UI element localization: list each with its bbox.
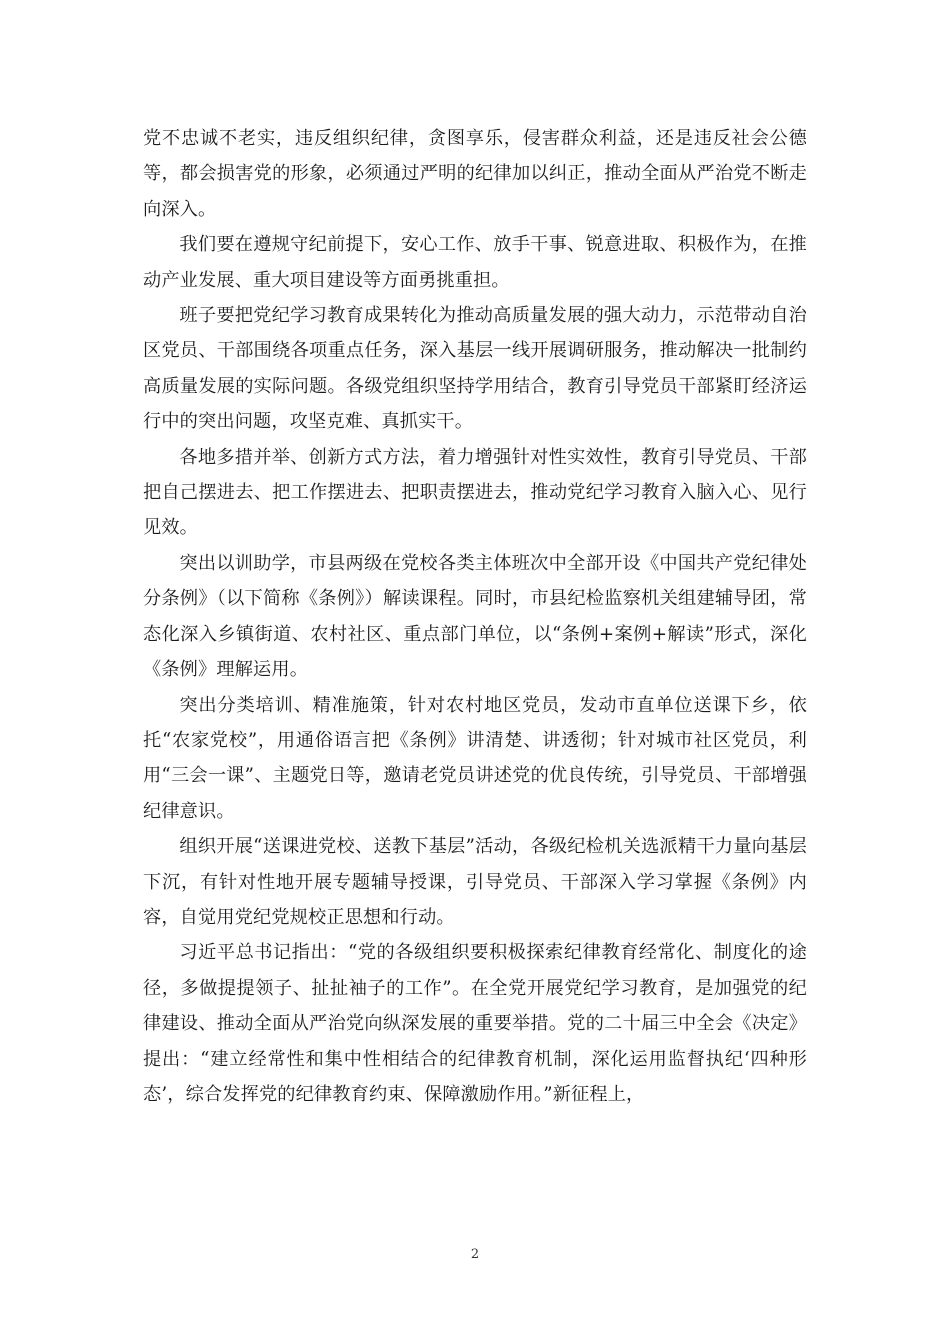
paragraph: 我们要在遵规守纪前提下，安心工作、放手干事、锐意进取、积极作为，在推动产业发展、重大项目建设等方面勇挑重担。 — [143, 234, 807, 291]
paragraph: 班子要把党纪学习教育成果转化为推动高质量发展的强大动力，示范带动自治区党员、干部围绕各项重点任务，深入基层一线开展调研服务，推动解决一批制约高质量发展的实际问题。各级党组织坚持学用结合，教育引导党员干部紧盯经济运行中的突出问题，攻坚克难、真抓实干。 — [143, 305, 807, 433]
paragraph-continuation: 党不忠诚不老实，违反组织纪律，贪图享乐，侵害群众利益，还是违反社会公德等，都会损害党的形象，必须通过严明的纪律加以纠正，推动全面从严治党不断走向深入。 — [143, 128, 807, 220]
paragraph: 习近平总书记指出：“党的各级组织要积极探索纪律教育经常化、制度化的途径，多做提提领子、扯扯袖子的工作”。在全党开展党纪学习教育，是加强党的纪律建设、推动全面从严治党向纵深发展的重要举措。党的二十届三中全会《决定》提出：“建立经常性和集中性相结合的纪律教育机制，深化运用监督执纪‘四种形态’，综合发挥党的纪律教育约束、保障激励作用。”新征程上， — [143, 942, 807, 1105]
paragraph: 突出分类培训、精准施策，针对农村地区党员，发动市直单位送课下乡，依托“农家党校”，用通俗语言把《条例》讲清楚、讲透彻；针对城市社区党员，利用“三会一课”、主题党日等，邀请老党员讲述党的优良传统，引导党员、干部增强纪律意识。 — [143, 694, 807, 822]
page-number: 2 — [470, 1247, 480, 1262]
paragraph: 组织开展“送课进党校、送教下基层”活动，各级纪检机关选派精干力量向基层下沉，有针对性地开展专题辅导授课，引导党员、干部深入学习掌握《条例》内容，自觉用党纪党规校正思想和行动。 — [143, 836, 807, 928]
document-body — [143, 121, 807, 1112]
paragraph: 突出以训助学，市县两级在党校各类主体班次中全部开设《中国共产党纪律处分条例》（以下简称《条例》）解读课程。同时，市县纪检监察机关组建辅导团，常态化深入乡镇街道、农村社区、重点部门单位，以“条例+案例+解读”形式，深化《条例》理解运用。 — [143, 552, 807, 681]
paragraph: 各地多措并举、创新方式方法，着力增强针对性实效性，教育引导党员、干部把自己摆进去、把工作摆进去、把职责摆进去，推动党纪学习教育入脑入心、见行见效。 — [143, 446, 807, 539]
